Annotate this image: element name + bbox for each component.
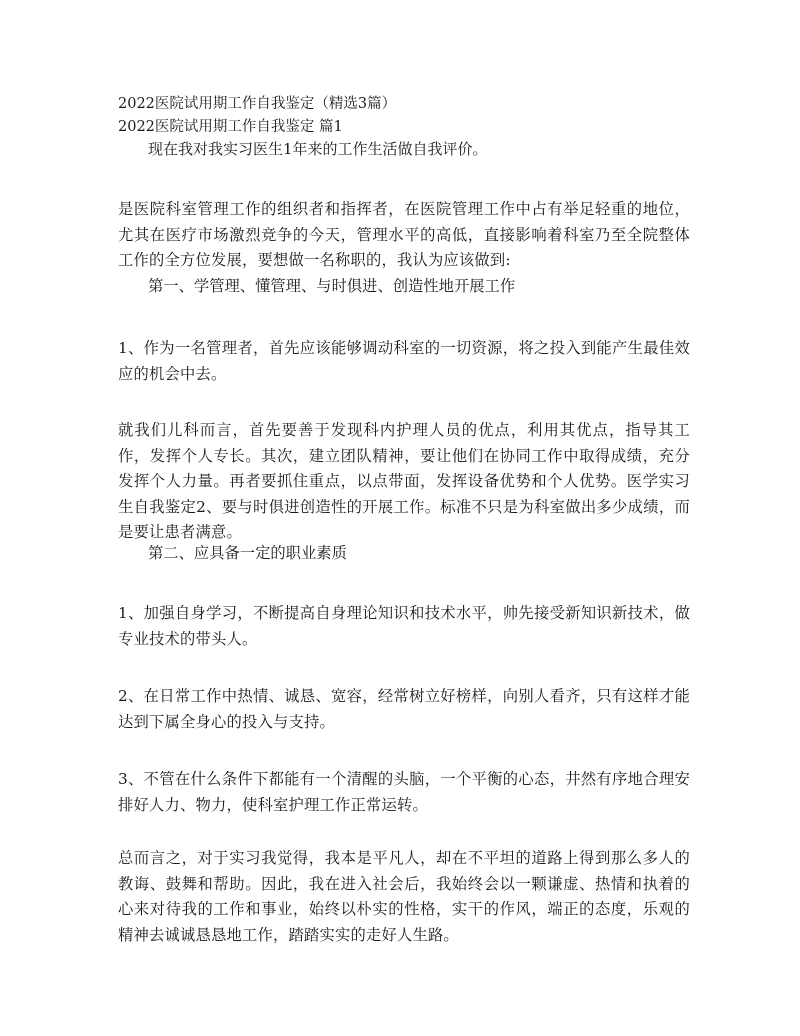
intro-line: 现在我对我实习医生1年来的工作生活做自我评价。 bbox=[148, 140, 488, 158]
paragraph-role-of-manager: 是医院科室管理工作的组织者和指挥者，在医院管理工作中占有举足轻重的地位，尤其在医疗市场激烈竞争的今天，管理水平的高低，直接影响着科室乃至全院整体工作的全方位发展，要想做一名称职的，我认为应该做到: bbox=[118, 200, 690, 269]
paragraph-summary: 总而言之，对于实习我觉得，我本是平凡人，却在不平坦的道路上得到那么多人的教诲、鼓舞和帮助。因此，我在进入社会后，我始终会以一颗谦虚、热情和执着的心来对待我的工作和事业，始终以朴实的性格，实干的作风，端正的态度，乐观的精神去诚诚恳恳地工作，踏踏实实的走好人生路。 bbox=[118, 849, 690, 944]
document-subtitle: 2022医院试用期工作自我鉴定 篇1 bbox=[118, 119, 343, 135]
paragraph-attitude: 2、在日常工作中热情、诚恳、宽容，经常树立好榜样，向别人看齐，只有这样才能达到下属全身心的投入与支持。 bbox=[118, 687, 690, 731]
paragraph-composure: 3、不管在什么条件下都能有一个清醒的头脑，一个平衡的心态，井然有序地合理安排好人力、物力，使科室护理工作正常运转。 bbox=[118, 770, 690, 814]
paragraph-point-1: 1、作为一名管理者，首先应该能够调动科室的一切资源，将之投入到能产生最佳效应的机会中去。 bbox=[118, 339, 690, 383]
paragraph-pediatrics: 就我们儿科而言，首先要善于发现科内护理人员的优点，利用其优点，指导其工作，发挥个人专长。其次，建立团队精神，要让他们在协同工作中取得成绩，充分发挥个人力量。再者要抓住重点，以点带面，发挥设备优势和个人优势。医学实习生自我鉴定2、要与时俱进创造性的开展工作。标准不只是为科室做出多少成绩，而是要让患者满意。 bbox=[118, 421, 690, 541]
document-title: 2022医院试用期工作自我鉴定（精选3篇） bbox=[118, 96, 397, 112]
paragraph-study: 1、加强自身学习，不断提高自身理论知识和技术水平，帅先接受新知识新技术，做专业技术的带头人。 bbox=[118, 604, 690, 648]
heading-second: 第二、应具备一定的职业素质 bbox=[148, 544, 347, 562]
heading-first: 第一、学管理、懂管理、与时俱进、创造性地开展工作 bbox=[148, 277, 516, 295]
